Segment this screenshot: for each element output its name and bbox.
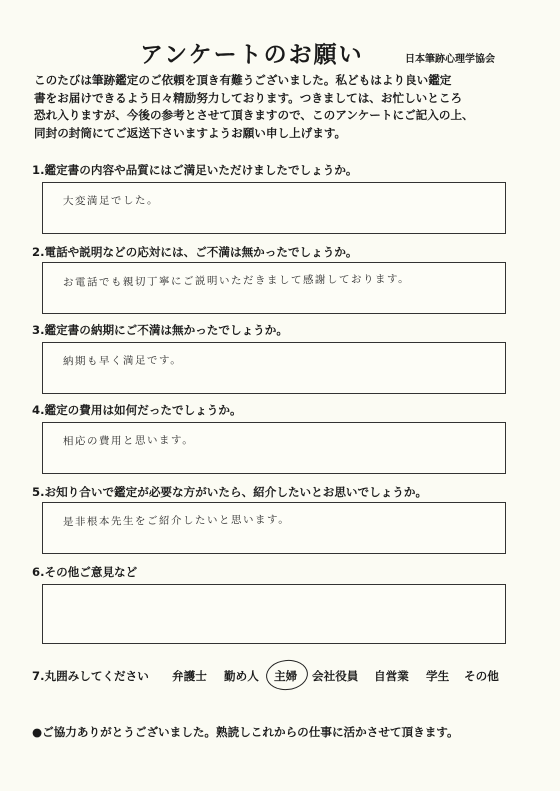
option-lawyer[interactable]: 弁護士 <box>172 669 207 683</box>
intro-line: 恐れ入りますが、今後の参考とさせて頂きますので、このアンケートにご記入の上、 <box>34 108 474 122</box>
question-1-label: 1.鑑定書の内容や品質にはご満足いただけましたでしょうか。 <box>32 163 358 177</box>
answer-box-2[interactable] <box>42 262 506 314</box>
answer-4-text: 相応の費用と思います。 <box>62 434 195 448</box>
question-3-label: 3.鑑定書の納期にご不満は無かったでしょうか。 <box>32 323 288 337</box>
question-7-label: 7.丸囲みしてください <box>32 669 149 683</box>
answer-box-4[interactable] <box>42 422 506 474</box>
option-executive[interactable]: 会社役員 <box>312 669 359 683</box>
intro-line: このたびは筆跡鑑定のご依頼を頂き有難うございました。私どもはより良い鑑定 <box>34 73 452 87</box>
selected-option-circle <box>265 658 310 692</box>
question-6-label: 6.その他ご意見など <box>32 565 138 579</box>
closing-message: ●ご協力ありがとうございました。熟読しこれからの仕事に活かさせて頂きます。 <box>32 725 459 739</box>
question-5-label: 5.お知り合いで鑑定が必要な方がいたら、紹介したいとお思いでしょうか。 <box>32 485 428 499</box>
answer-box-6[interactable] <box>42 584 506 644</box>
answer-box-1[interactable] <box>42 182 506 234</box>
page-title: アンケートのお願い <box>140 42 364 68</box>
answer-box-5[interactable] <box>42 502 506 554</box>
question-2-label: 2.電話や説明などの応対には、ご不満は無かったでしょうか。 <box>32 245 358 259</box>
intro-line: 書をお届けできるよう日々精励努力しております。つきましては、お忙しいところ <box>34 90 463 105</box>
answer-2-text: お電話でも親切丁寧にご説明いただきまして感謝しております。 <box>62 273 411 289</box>
answer-box-3[interactable] <box>42 342 506 394</box>
answer-3-text: 納期も早く満足です。 <box>62 354 183 368</box>
intro-line: 同封の封筒にてご返送下さいますようお願い申し上げます。 <box>34 125 347 140</box>
option-housewife[interactable]: 主婦 <box>274 669 298 683</box>
option-other[interactable]: その他 <box>464 669 499 683</box>
organization-name: 日本筆跡心理学協会 <box>405 54 495 65</box>
answer-1-text: 大変満足でした。 <box>62 194 160 208</box>
option-self-employed[interactable]: 自営業 <box>374 669 409 683</box>
question-4-label: 4.鑑定の費用は如何だったでしょうか。 <box>32 403 242 417</box>
answer-5-text: 是非根本先生をご紹介したいと思います。 <box>62 513 291 529</box>
option-student[interactable]: 学生 <box>426 669 450 683</box>
intro-paragraph <box>34 72 524 142</box>
option-employee[interactable]: 勤め人 <box>224 669 259 683</box>
